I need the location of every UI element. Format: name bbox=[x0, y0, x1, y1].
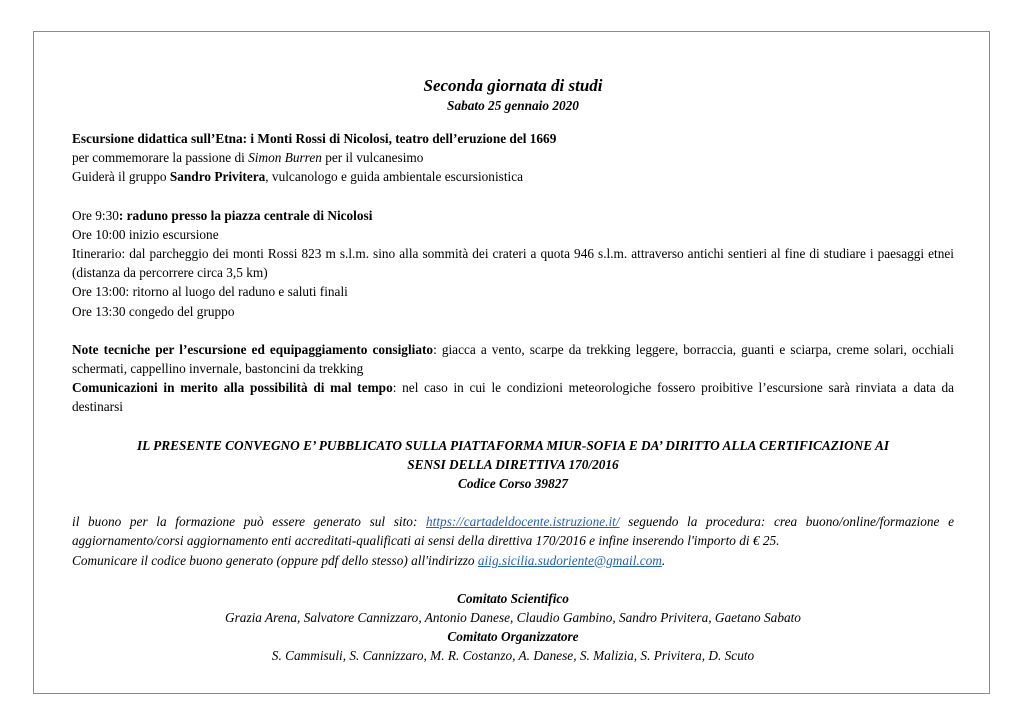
schedule-itinerary: Itinerario: dal parcheggio dei monti Rossi 823 m s.l.m. sino alla sommità dei crateri a quota 946 s.l.m. attraverso antichi sentieri al fine di studiare i paesaggi etnei (distanza da percorrere circa 3,5 km) bbox=[72, 246, 954, 281]
schedule-end: Ore 13:30 congedo del gruppo bbox=[72, 303, 235, 319]
commemorated-name: Simon Burren bbox=[248, 150, 322, 166]
schedule-return: Ore 13:00: ritorno al luogo del raduno e saluti finali bbox=[72, 284, 348, 300]
certification-line-2: SENSI DELLA DIRETTIVA 170/2016 bbox=[407, 456, 619, 472]
schedule-start: Ore 10:00 inizio escursione bbox=[72, 226, 219, 242]
scientific-committee-title: Comitato Scientifico bbox=[457, 590, 569, 606]
certification-line-1: IL PRESENTE CONVEGNO E’ PUBBLICATO SULLA PIATTAFORMA MIUR-SOFIA E DA’ DIRITTO ALLA CERTIFICAZIONE AI bbox=[136, 437, 890, 453]
document-page bbox=[33, 31, 990, 694]
course-code: Codice Corso 39827 bbox=[457, 476, 569, 492]
event-date: Sabato 25 gennaio 2020 bbox=[447, 98, 579, 113]
contact-email-link[interactable]: aiig.sicilia.sudoriente@gmail.com bbox=[477, 552, 662, 568]
voucher-site-link[interactable]: https://cartadeldocente.istruzione.it/ bbox=[426, 514, 620, 530]
schedule-meeting: Ore 9:30: raduno presso la piazza centrale di Nicolosi bbox=[72, 207, 373, 223]
weather-notice: Comunicazioni in merito alla possibilità di mal tempo: nel caso in cui le condizioni meteorologiche fossero proibitive l’escursione sarà rinviata a data da destinarsi bbox=[72, 380, 954, 415]
organizing-committee-members: S. Cammisuli, S. Cannizzaro, M. R. Costanzo, A. Danese, S. Malizia, S. Privitera, D. Scuto bbox=[271, 648, 755, 664]
guide-name: Sandro Privitera bbox=[169, 169, 266, 185]
voucher-instructions: il buono per la formazione può essere generato sul sito: https://cartadeldocente.istruzione.it/ seguendo la procedura: crea buono/online/formazione e aggiornamento/corsi aggiornamento enti accreditati-qualificati ai sensi della direttiva 170/2016 e infine inserendo l'importo di € 25. bbox=[72, 514, 954, 549]
excursion-guide: Guiderà il gruppo Sandro Privitera, vulcanologo e guida ambientale escursionistica bbox=[72, 169, 524, 185]
excursion-purpose: per commemorare la passione di Simon Burren per il vulcanesimo bbox=[72, 150, 424, 166]
organizing-committee-title: Comitato Organizzatore bbox=[447, 629, 579, 645]
scientific-committee-members: Grazia Arena, Salvatore Cannizzaro, Antonio Danese, Claudio Gambino, Sandro Privitera, Gaetano Sabato bbox=[225, 610, 801, 626]
voucher-email-line: Comunicare il codice buono generato (oppure pdf dello stesso) all'indirizzo aiig.sicilia.sudoriente@gmail.com. bbox=[72, 552, 666, 568]
technical-notes: Note tecniche per l’escursione ed equipaggiamento consigliato: giacca a vento, scarpe da trekking leggere, borraccia, guanti e sciarpa, creme solari, occhiali schermati, cappellino invernale, bastoncini da trekking bbox=[72, 341, 954, 377]
page-title: Seconda giornata di studi bbox=[423, 76, 603, 95]
excursion-title: Escursione didattica sull’Etna: i Monti Rossi di Nicolosi, teatro dell’eruzione del 1669 bbox=[72, 131, 557, 146]
document-content bbox=[72, 76, 954, 666]
